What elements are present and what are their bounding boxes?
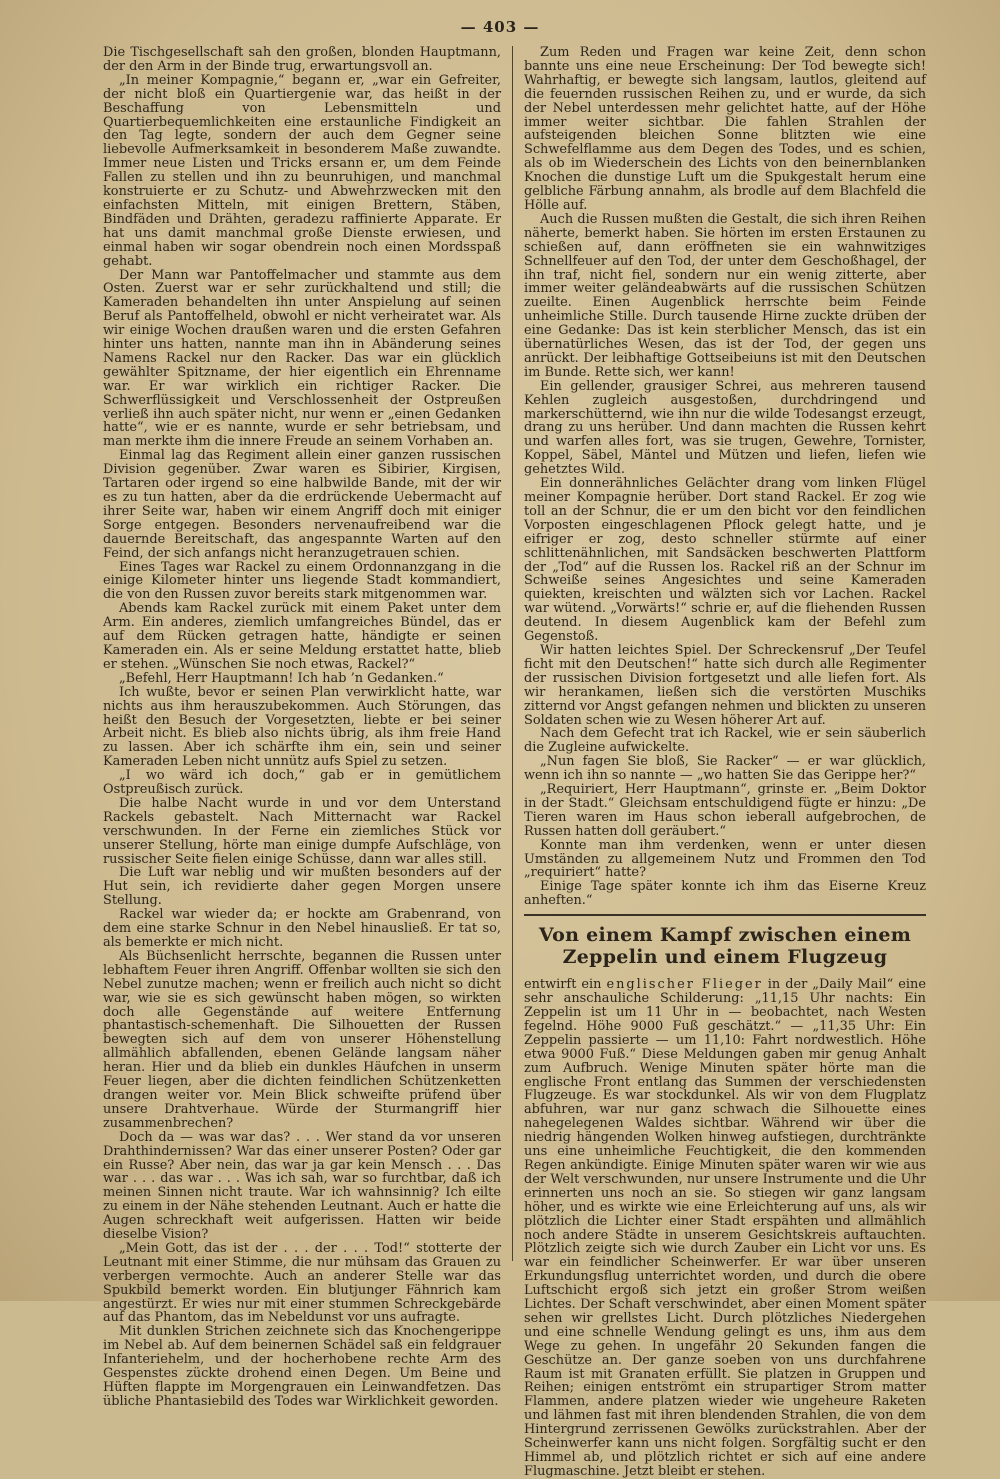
paragraph: Ein gellender, grausiger Schrei, aus mehreren tausend Kehlen zugleich ausgestoßen, durchdringend und markerschütternd, wie ihn nur die wilde Todesangst erzeugt, drang zu uns herüber. Und dann machten die Russen kehrt und warfen alles fort, was sie trugen, Gewehre, Tornister, Koppel, Säbel, Mäntel und Mützen und liefen, liefen wie gehetztes Wild. <box>524 378 926 478</box>
paragraph: Ich wußte, bevor er seinen Plan verwirklicht hatte, war nichts aus ihm herauszubekommen. Auch Störungen, das heißt den Besuch der Vorgesetzten, liebte er bei seiner Arbeit nicht. Es blieb also nichts übrig, als ihm freie Hand zu lassen. Aber ich schärfte ihm ein, sein und seiner Kameraden Leben nicht unnütz aufs Spiel zu setzen. <box>103 684 501 770</box>
lead-text: entwirft ein <box>524 977 602 993</box>
paragraph: Die halbe Nacht wurde in und vor dem Unterstand Rackels gebastelt. Nach Mitternacht war Rackel verschwunden. In der Ferne ein ziemliches Stück vor unserer Stellung, hörte man einige dumpfe Aufschläge, von russischer Seite fielen einige Schüsse, dann war alles still. <box>103 795 501 867</box>
section-divider <box>524 914 926 916</box>
paragraph: „Requiriert, Herr Hauptmann“, grinste er. „Beim Doktor in der Stadt.“ Gleichsam entschuldigend fügte er hinzu: „De Tieren waren im Haus schon ieberall aufgebrochen, de Russen hatten doll geräubert.“ <box>524 782 926 839</box>
paragraph: Die Luft war neblig und wir mußten besonders auf der Hut sein, ich revidierte daher gegen Morgen unsere Stellung. <box>103 865 501 909</box>
paragraph: Wir hatten leichtes Spiel. Der Schreckensruf „Der Teufel ficht mit den Deutschen!“ hatte sich durch alle Regimenter der russischen Division fortgesetzt und alle liefen fort. Als wir herankamen, ließen sich die verstörten Muschiks zitternd vor Angst gefangen nehmen und blickten zu unseren Soldaten schen wie zu Wesen höherer Art auf. <box>524 642 927 728</box>
paragraph: Einige Tage später konnte ich ihm das Eiserne Kreuz anheften.“ <box>524 879 926 909</box>
paragraph: Der Mann war Pantoffelmacher und stammte aus dem Osten. Zuerst war er sehr zurückhaltend und still; die Kameraden behandelten ihn unter Anspielung auf seinen Beruf als Pantoffelheld, obwohl er nicht verheiratet war. Als wir einige Wochen draußen waren und die ersten Gefahren hinter uns hatten, nannte man ihn in Abänderung seines Namens Rackel nur den Racker. Das war ein glücklich gewählter Spitzname, der hier eigentlich ein Ehrenname war. Er war wirklich ein richtiger Racker. Die Schwerflüssigkeit und Verschlossenheit der Ostpreußen verließ ihn auch später nicht, nur wenn er „einen Gedanken hatte“, wie er es nannte, wurde er sehr betriebsam, und man merkte ihm die innere Freude an seinem Vorhaben an. <box>103 267 501 450</box>
paragraph: Konnte man ihm verdenken, wenn er unter diesen Umständen zu allgemeinem Nutz und Frommen den Tod „requiriert“ hatte? <box>524 837 926 881</box>
paragraph: Ein donnerähnliches Gelächter drang vom linken Flügel meiner Kompagnie herüber. Dort stand Rackel. Er zog wie toll an der Schnur, die er um den bicht vor den feindlichen Vorposten eingeschlagenen Pflock gelegt hatte, und je eifriger er zog, desto schneller stürmte auf einer schlittenähnlichen, mit Sandsäcken beschwerten Plattform der „Tod“ auf die Russen los. Rackel riß an der Schnur im Schweiße seines Angesichtes und seine Kameraden quiekten, kreischten und wälzten sich vor Lachen. Rackel war wütend. „Vorwärts!“ schrie er, auf die fliehenden Russen deutend. In diesem Augenblick kam der Befehl zum Gegenstoß. <box>524 476 926 645</box>
column-divider <box>512 46 513 1261</box>
paragraph: Auch die Russen mußten die Gestalt, die sich ihren Reihen näherte, bemerkt haben. Sie hörten im ersten Erstaunen zu schießen auf, dann eröffneten sie ein wahnwitziges Schnellfeuer auf den Tod, der unter dem Geschoßhagel, der ihn traf, nicht fiel, sondern nur ein wenig zitterte, aber immer weiter geländeabwärts auf die russischen Schützen zueilte. Einen Augenblick herrschte beim Feinde unheimliche Stille. Durch tausende Hirne zuckte drüben der eine Gedanke: Das ist kein sterblicher Mensch, das ist ein übernatürliches Wesen, das ist der Tod, der gegen uns anrückt. Der leibhaftige Gottseibeiuns ist mit den Deutschen im Bunde. Rette sich, wer kann! <box>524 211 926 380</box>
paragraph: „Nun fagen Sie bloß, Sie Racker“ — er war glücklich, wenn ich ihn so nannte — „wo hatten Sie das Gerippe her?“ <box>524 754 926 784</box>
paragraph: Rackel war wieder da; er hockte am Grabenrand, von dem eine starke Schnur in den Nebel hinausließ. Er tat so, als bemerkte er mich nicht. <box>103 907 501 950</box>
article-headline: Von einem Kampf zwischen einem Zeppelin und einem Flugzeug <box>538 924 912 969</box>
paragraph: Eines Tages war Rackel zu einem Ordonnanzgang in die einige Kilometer hinter uns liegende Stadt kommandiert, die von den Russen zuvor bereits stark mitgenommen war. <box>103 559 501 603</box>
right-column <box>524 45 927 1479</box>
paragraph: Zum Reden und Fragen war keine Zeit, denn schon bannte uns eine neue Erscheinung: Der Tod bewegte sich! Wahrhaftig, er bewegte sich langsam, lautlos, gleitend auf die feuernden russischen Reihen zu, und er wurde, da sich der Nebel unterdessen mehr gelichtet hatte, auf der Höhe immer weiter sichtbar. Die fahlen Strahlen der aufsteigenden bleichen Sonne blitzten wie eine Schwefelflamme aus dem Degen des Todes, und es schien, als ob im Wiederschein des Lichts von den beinernblanken Knochen die dunstige Luft um die Spukgestalt herum eine gelbliche Färbung annahm, als brodle auf dem Blachfeld die Hölle auf. <box>524 45 926 213</box>
paragraph: Mit dunklen Strichen zeichnete sich das Knochengerippe im Nebel ab. Auf dem beinernen Schädel saß ein feldgrauer Infanteriehelm, und der hocherhobene rechte Arm des Gespenstes zückte drohend einen Degen. Um Beine und Hüften flappte im Morgengrauen ein Leinwandfetzen. Das übliche Phantasiebild des Todes war Wirklichkeit geworden. <box>103 1324 501 1409</box>
paragraph: Als Büchsenlicht herrschte, begannen die Russen unter lebhaftem Feuer ihren Angriff. Offenbar wollten sie sich den Nebel zunutze machen; wenn er freilich auch nicht so dicht war, wie sie es sich gewünscht haben mögen, so wirkten doch alle Gegenstände auf weitere Entfernung phantastisch-schemenhaft. Die Silhouetten der Russen bewegten sich auf dem von unserer Höhenstellung allmählich abfallenden, ebenen Gelände langsam näher heran. Hier und da blieb ein dunkles Häufchen in unserm Feuer liegen, aber die dichten feindlichen Schützenketten drangen weiter vor. Mein Blick schweifte prüfend über unsere Drahtverhaue. Würde der Sturmangriff hier zusammenbrechen? <box>103 948 501 1131</box>
paragraph: „Befehl, Herr Hauptmann! Ich hab ’n Gedanken.“ <box>119 670 444 686</box>
paragraph: „I wo wärd ich doch,“ gab er in gemütlichem Ostpreußisch zurück. <box>103 768 501 798</box>
left-column <box>103 45 501 1409</box>
spaced-text: englischer Flieger <box>606 977 763 993</box>
paragraph: „Mein Gott, das ist der . . . der . . . Tod!“ stotterte der Leutnant mit einer Stimme, die nur mühsam das Grauen zu verbergen vermochte. Auch an anderer Stelle war das Spukbild bemerkt worden. Ein blutjunger Fähnrich kam angestürzt. Er wies nur mit einer stummen Schreckgebärde auf das Phantom, das im Nebeldunst vor uns aufragte. <box>103 1240 501 1326</box>
paragraph: „In meiner Kompagnie,“ begann er, „war ein Gefreiter, der nicht bloß ein Quartiergenie war, das heißt in der Beschaffung von Lebensmitteln und Quartierbequemlichkeiten eine erstaunliche Findigkeit an den Tag legte, sondern der auch dem Gegner seine liebevolle Aufmerksamkeit in besonderem Maße zuwandte. Immer neue Listen und Tricks ersann er, um dem Feinde Fallen zu stellen und ihn zu beunruhigen, und manchmal konstruierte er zu Schutz- und Abwehrzwecken mit den einfachsten Mitteln, mit einigen Brettern, Stäben, Bindfäden und Drähten, geradezu raffinierte Apparate. Er hat uns damit manchmal große Dienste erwiesen, und einmal haben wir sogar obendrein noch einen Mordsspaß gehabt. <box>103 72 501 269</box>
paragraph: Abends kam Rackel zurück mit einem Paket unter dem Arm. Ein anderes, ziemlich umfangreiches Bündel, das er auf dem Rücken getragen hatte, händigte er seinen Kameraden ein. Als er seine Meldung erstattet hatte, blieb er stehen. „Wünschen Sie noch etwas, Rackel?“ <box>103 601 501 672</box>
body-text: in der „Daily Mail“ eine sehr anschauliche Schilderung: „11,15 Uhr nachts: Ein Zeppelin ist um 11 Uhr in — beobachtet, nach Westen fegelnd. Höhe 9000 Fuß geschätzt.“ — „11,35 Uhr: Ein Zeppelin passierte — um 11,10: Fahrt nordwestlich. Höhe etwa 9000 Fuß.“ Diese Meldungen gaben mir genug Anhalt zum Aufbruch. Wenige Minuten später hörte man die englische Front entlang das Summen der verschiedensten Flugzeuge. Es war stockdunkel. Als wir von dem Flugplatz abfuhren, war nur ganz schwach die Silhouette eines nahegelegenen Waldes sichtbar. Während wir über die niedrig hängenden Wolken hinweg aufstiegen, durchtränkte uns eine unheimliche Feuchtigkeit, die den kommenden Regen ankündigte. Einige Minuten später waren wir wie aus der Welt verschwunden, nur unsere Instrumente und die Uhr erinnerten uns noch an sie. So stiegen wir ganz langsam höher, und es wirkte wie eine Erleichterung auf uns, als wir plötzlich die Lichter einer Stadt erspähten und allmählich noch andere Städte in unserem Gesichtskreis auftauchten. Plötzlich zeigte sich wie durch Zauber ein Licht vor uns. Es war ein feindlicher Scheinwerfer. Er war über unseren Erkundungsflug unterrichtet worden, und durch die obere Luftschicht ergoß sich jetzt ein großer Strom weißen Lichtes. Der Schaft verschwindet, aber einen Moment später sehen wir grellstes Licht. Durch plötzliches Niedergehen und eine schnelle Wendung gelingt es uns, ihm aus dem Wege zu gehen. In ungefähr 20 Sekunden fangen die Geschütze an. Der ganze soeben von uns durchfahrene Raum ist mit Granaten erfüllt. Sie platzen in Gruppen und Reihen; einigen entströmt ein strupartiger Strom matter Flammen, andere platzen wieder wie ungeheure Raketen und lähmen fast mit ihren blendenden Strahlen, die von dem Hintergrund zerrissenen Gewölks zurückstrahlen. Aber der Scheinwerfer kann uns nicht folgen. Sorgfältig sucht er den Himmel ab, und plötzlich richtet er sich auf eine andere Flugmaschine. Jetzt bleibt er stehen. <box>524 977 926 1479</box>
paragraph: Einmal lag das Regiment allein einer ganzen russischen Division gegenüber. Zwar waren es Sibirier, Kirgisen, Tartaren oder irgend so eine halbwilde Bande, mit der wir es zu tun hatten, aber da die erdrückende Uebermacht auf ihrer Seite war, haben wir einem Angriff doch mit einiger Sorge entgegen. Besonders nervenaufreibend war die dauernde Bereitschaft, das angespannte Warten auf den Feind, der sich anfangs nicht heranzugetrauen schien. <box>103 448 501 561</box>
page-number: — 403 — <box>460 18 540 36</box>
paragraph: Die Tischgesellschaft sah den großen, blonden Hauptmann, der den Arm in der Binde trug, erwartungsvoll an. <box>103 45 501 74</box>
paragraph: Doch da — was war das? . . . Wer stand da vor unseren Drahthindernissen? War das einer unserer Posten? Oder gar ein Russe? Aber nein, das war ja gar kein Mensch . . . Das war . . . das war . . . Was ich sah, war so furchtbar, daß ich meinen Sinnen nicht traute. War ich wahnsinnig? Ich eilte zu einem in der Nähe stehenden Leutnant. Auch er hatte die Augen schreckhaft weit aufgerissen. Hatten wir beide dieselbe Vision? <box>103 1129 501 1243</box>
paragraph: Nach dem Gefecht trat ich Rackel, wie er sein säuberlich die Zugleine aufwickelte. <box>524 726 926 756</box>
paragraph <box>524 978 926 1479</box>
